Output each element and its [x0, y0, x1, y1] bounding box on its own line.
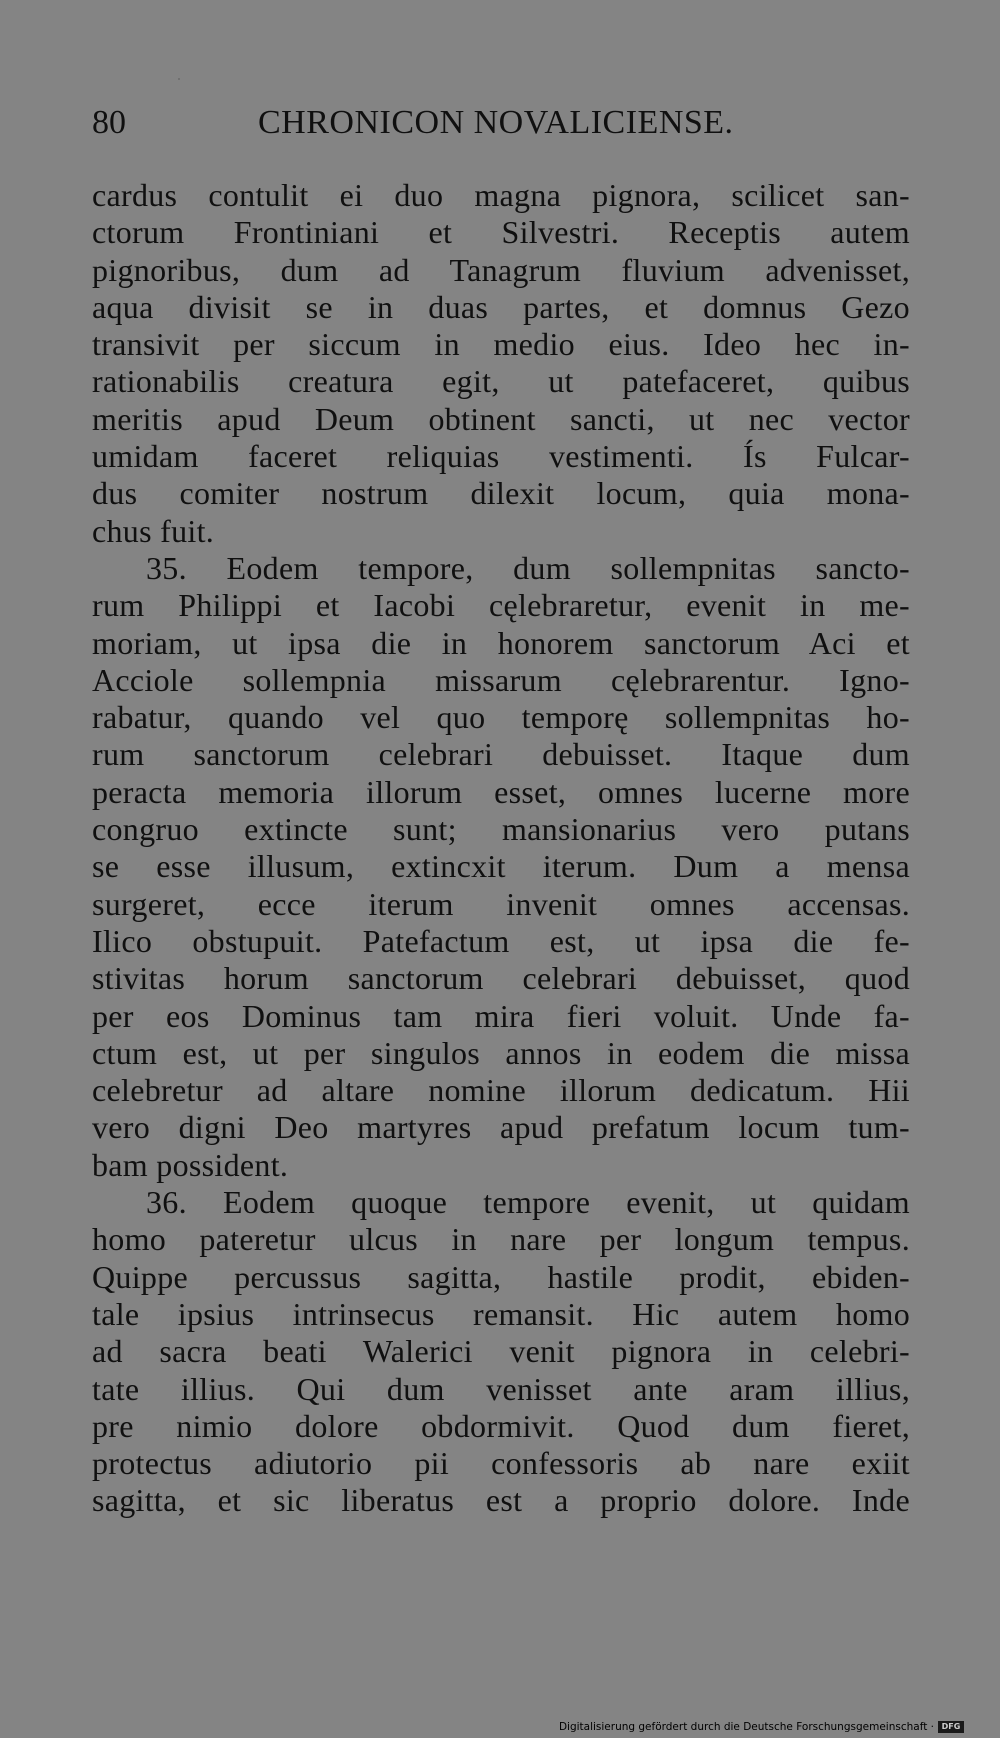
text-line: rum Philippi et Iacobi cęlebraretur, evenit in me- — [92, 587, 910, 624]
text-line: peracta memoria illorum esset, omnes lucerne more — [92, 773, 910, 810]
text-line: ctorum Frontiniani et Silvestri. Receptis autem — [92, 214, 910, 251]
text-line: dus comiter nostrum dilexit locum, quia mona- — [92, 475, 910, 512]
digitization-footer — [559, 1718, 964, 1736]
text-line: vero digni Deo martyres apud prefatum locum tum- — [92, 1109, 910, 1146]
text-line: umidam faceret reliquias vestimenti. Ís Fulcar- — [92, 438, 910, 475]
text-line: cardus contulit ei duo magna pignora, scilicet san- — [92, 177, 910, 213]
page-header — [92, 98, 752, 148]
text-line: homo pateretur ulcus in nare per longum tempus. — [92, 1221, 910, 1258]
text-line: Acciole sollempnia missarum cęlebrarentur. Igno- — [92, 661, 910, 698]
text-line: tate illius. Qui dum venisset ante aram illius, — [92, 1370, 910, 1407]
scan-speck — [178, 78, 180, 80]
text-line: stivitas horum sanctorum celebrari debuisset, quod — [92, 960, 910, 997]
text-line: protectus adiutorio pii confessoris ab nare exiit — [92, 1445, 910, 1482]
text-line: rationabilis creatura egit, ut patefaceret, quibus — [92, 363, 910, 400]
text-line: ad sacra beati Walerici venit pignora in celebri- — [92, 1333, 910, 1370]
text-line: per eos Dominus tam mira fieri voluit. Unde fa- — [92, 997, 910, 1034]
text-line: moriam, ut ipsa die in honorem sanctorum Aci et — [92, 624, 910, 661]
text-line: meritis apud Deum obtinent sancti, ut nec vector — [92, 400, 910, 437]
text-line: celebretur ad altare nomine illorum dedicatum. Hii — [92, 1072, 910, 1109]
text-line: rum sanctorum celebrari debuisset. Itaque dum — [92, 736, 910, 773]
text-line: ctum est, ut per singulos annos in eodem die missa — [92, 1034, 910, 1071]
running-title: CHRONICON NOVALICIENSE. — [258, 104, 734, 141]
text-line: se esse illusum, extincxit iterum. Dum a mensa — [92, 848, 910, 885]
text-line: congruo extincte sunt; mansionarius vero putans — [92, 811, 910, 848]
section-36-start: 36. Eodem quoque tempore evenit, ut quidam — [146, 1184, 910, 1221]
section-35-start: 35. Eodem tempore, dum sollempnitas sancto- — [146, 549, 910, 586]
dfg-logo: DFG — [938, 1721, 964, 1733]
text-line: transivit per siccum in medio eius. Ideo hec in- — [92, 326, 910, 363]
footer-credit: Digitalisierung gefördert durch die Deutsche Forschungsgemeinschaft · — [558, 1721, 934, 1733]
text-line: Quippe percussus sagitta, hastile prodit, ebiden- — [92, 1258, 910, 1295]
text-line: Ilico obstupuit. Patefactum est, ut ipsa die fe- — [92, 922, 910, 959]
text-line: chus fuit. — [92, 512, 215, 549]
text-line: pignoribus, dum ad Tanagrum fluvium advenisset, — [92, 251, 910, 288]
page-number: 80 — [92, 104, 126, 141]
text-line: pre nimio dolore obdormivit. Quod dum fieret, — [92, 1407, 910, 1444]
text-line: tale ipsius intrinsecus remansit. Hic autem homo — [92, 1295, 910, 1332]
text-line: aqua divisit se in duas partes, et domnus Gezo — [92, 288, 910, 325]
text-line: sagitta, et sic liberatus est a proprio dolore. Inde — [92, 1482, 910, 1519]
text-line: bam possident. — [92, 1146, 289, 1183]
text-line: surgeret, ecce iterum invenit omnes accensas. — [92, 885, 910, 922]
text-line: rabatur, quando vel quo temporę sollempnitas ho- — [92, 699, 910, 736]
body-text — [92, 177, 910, 1520]
